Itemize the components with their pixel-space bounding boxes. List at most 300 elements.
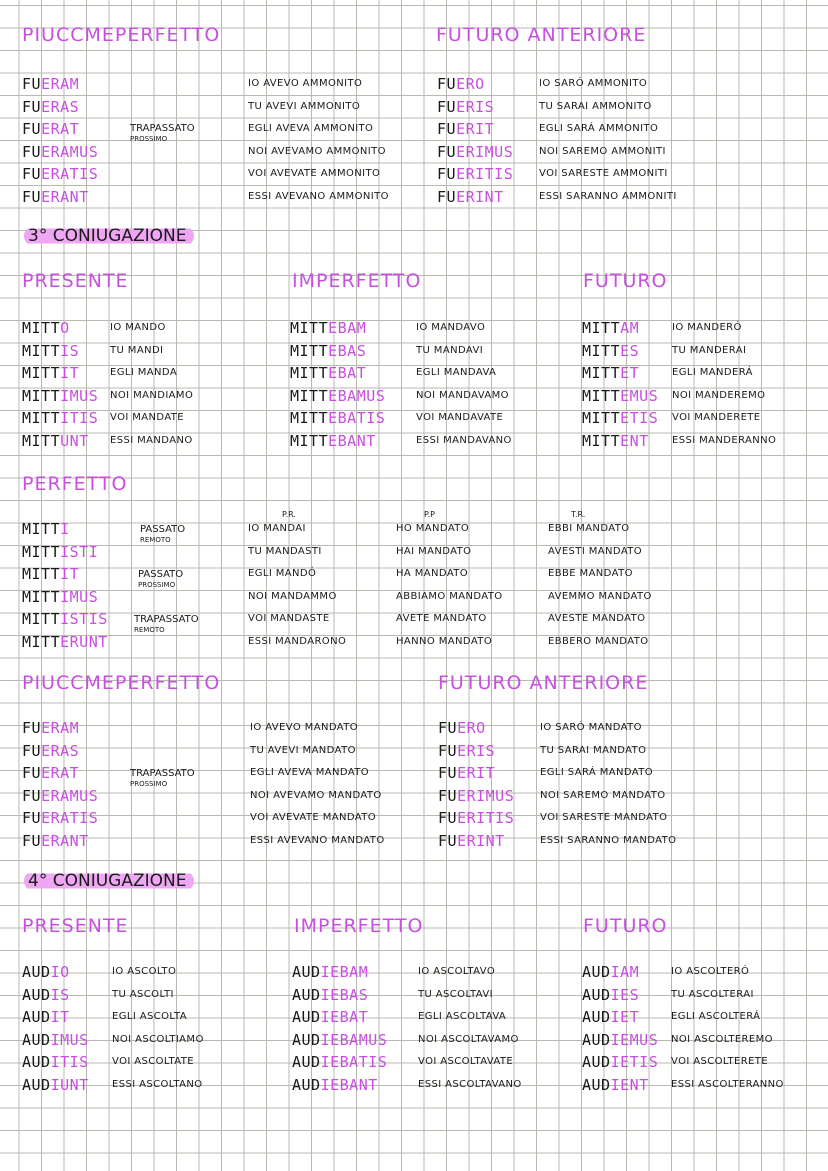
ending: EBAS	[328, 341, 367, 360]
form-row	[438, 807, 514, 830]
title-futuro-anteriore-1: FUTURO ANTERIORE	[436, 24, 647, 46]
translation: VOI SARESTE MANDATO	[540, 812, 668, 823]
form-row	[22, 541, 108, 564]
translation: ESSI MANDARONO	[248, 635, 347, 647]
ending: ERAS	[41, 741, 80, 760]
ending: EBAT	[328, 364, 367, 382]
translation: TU MANDAVI	[416, 344, 484, 356]
b1-fut-forms	[437, 73, 513, 208]
stem: AUD	[292, 985, 321, 1004]
ending: ERINT	[456, 187, 504, 206]
translation: TU AVEVI MANDATO	[250, 744, 356, 756]
translation: EBBE MANDATO	[548, 568, 633, 579]
ending: ERATIS	[41, 809, 99, 827]
ending: IES	[610, 985, 640, 1004]
title-piuccheperfetto-3: PIUCCMEPERFETTO	[22, 672, 221, 694]
c3-perf-pp-translations	[396, 518, 503, 653]
translation: TU ASCOLTERAI	[671, 988, 754, 1000]
form-row	[438, 762, 514, 785]
ending: ERANT	[41, 187, 89, 206]
form-row	[22, 317, 98, 340]
translation: TU MANDI	[110, 344, 164, 356]
form-row	[438, 830, 514, 853]
translation: ESSI AVEVANO AMMONITO	[248, 190, 389, 202]
ending: ERIT	[456, 120, 495, 138]
b1-piu-label: TRAPASSATO PROSSIMO	[130, 123, 195, 143]
heading-4-coniugazione: 4° CONIUGAZIONE	[24, 871, 194, 891]
stem: AUD	[582, 963, 611, 981]
ending: ES	[620, 341, 640, 360]
form-row	[22, 717, 98, 740]
c3-piu-forms	[22, 717, 98, 852]
stem: FU	[22, 831, 42, 850]
translation: EGLI MANDERÁ	[672, 367, 753, 378]
translation: AVEMMO MANDATO	[548, 590, 652, 602]
form-row	[22, 186, 98, 209]
form-row	[22, 73, 98, 96]
stem: FU	[437, 97, 457, 116]
b1-piu-forms	[22, 73, 98, 208]
translation: NOI MANDAVAMO	[416, 389, 509, 401]
stem: MITT	[22, 386, 61, 405]
form-row	[22, 96, 98, 119]
ending: ERO	[456, 75, 485, 93]
translation: NOI ASCOLTIAMO	[112, 1033, 204, 1045]
stem: AUD	[22, 1075, 51, 1094]
ending: IS	[60, 341, 80, 360]
translation: IO AVEVO MANDATO	[250, 722, 358, 733]
title-imperfetto-4: IMPERFETTO	[294, 915, 424, 937]
translation: HA MANDATO	[396, 568, 469, 579]
form-row	[582, 317, 658, 340]
stem: FU	[438, 809, 458, 827]
perf-label-passato-prossimo: PASSATO PROSSIMO	[138, 569, 184, 589]
form-row	[22, 141, 98, 164]
translation: IO SARÓ MANDATO	[540, 722, 642, 733]
form-row	[290, 362, 385, 385]
stem: FU	[437, 120, 457, 138]
form-row	[22, 631, 108, 654]
title-perfetto-3: PERFETTO	[22, 473, 128, 495]
ending: EBAM	[328, 319, 367, 337]
translation: EGLI MANDAVA	[416, 367, 497, 378]
ending: IS	[50, 985, 70, 1004]
translation: VOI MANDATE	[110, 412, 185, 423]
translation: NOI MANDIAMO	[110, 389, 194, 401]
translation: HO MANDATO	[396, 523, 470, 534]
c3-imp-forms	[290, 317, 385, 452]
stem: AUD	[582, 985, 611, 1004]
c3-pres-forms	[22, 317, 98, 452]
stem: MITT	[290, 386, 329, 405]
heading-3-coniugazione: 3° CONIUGAZIONE	[24, 226, 194, 246]
translation: HAI MANDATO	[396, 545, 472, 557]
stem: MITT	[22, 364, 61, 382]
translation: ESSI MANDERANNO	[672, 434, 777, 446]
translation: IO MANDAI	[248, 523, 306, 534]
stem: FU	[22, 187, 42, 206]
stem: FU	[22, 75, 42, 93]
ending: IET	[610, 1008, 640, 1026]
form-row	[22, 830, 98, 853]
ending: ETIS	[620, 409, 659, 427]
form-row	[437, 186, 513, 209]
translation: VOI ASCOLTERETE	[671, 1056, 769, 1067]
stem: MITT	[290, 364, 329, 382]
stem: MITT	[22, 409, 61, 427]
form-row	[22, 362, 98, 385]
form-row	[22, 1074, 89, 1097]
title-presente-4: PRESENTE	[22, 915, 129, 937]
form-row	[582, 1051, 658, 1074]
translation: VOI ASCOLTATE	[112, 1056, 194, 1067]
stem: MITT	[582, 409, 621, 427]
translation: NOI SAREMO AMMONITI	[539, 145, 666, 157]
ending: ERINT	[457, 831, 505, 850]
form-row	[22, 586, 108, 609]
translation: VOI MANDASTE	[248, 613, 330, 624]
translation: AVESTI MANDATO	[548, 545, 643, 557]
stem: MITT	[22, 341, 61, 360]
form-row	[582, 961, 658, 984]
form-row	[290, 385, 385, 408]
form-row	[22, 1051, 89, 1074]
stem: FU	[437, 187, 457, 206]
ending: IMUS	[60, 386, 99, 405]
translation: EGLI ASCOLTA	[112, 1011, 187, 1022]
title-futuro-4: FUTURO	[583, 915, 668, 937]
stem: MITT	[582, 319, 621, 337]
translation: EGLI SARÁ AMMONITO	[539, 123, 659, 134]
c3-futant-translations	[540, 717, 676, 852]
ending: I	[60, 520, 70, 538]
translation: EBBERO MANDATO	[548, 635, 649, 647]
translation: ESSI AVEVANO MANDATO	[250, 834, 385, 846]
c3-futant-forms	[438, 717, 514, 852]
stem: FU	[22, 120, 42, 138]
translation: IO MANDERÓ	[672, 322, 742, 333]
translation: IO AVEVO AMMONITO	[248, 78, 363, 89]
stem: AUD	[292, 1030, 321, 1049]
form-row	[438, 785, 514, 808]
form-row	[582, 430, 658, 453]
translation: ESSI SARANNO AMMONITI	[539, 190, 677, 202]
translation: TU AVEVI AMMONITO	[248, 100, 361, 112]
c3-imp-translations	[416, 317, 512, 452]
form-row	[438, 717, 514, 740]
form-row	[22, 407, 98, 430]
form-row	[22, 340, 98, 363]
form-row	[292, 1029, 387, 1052]
c3-fut-forms	[582, 317, 658, 452]
ending: IT	[60, 364, 80, 382]
ending: ERAS	[41, 97, 80, 116]
ending: IMUS	[50, 1030, 89, 1049]
tag-passato-remoto: P.R.	[282, 510, 296, 519]
form-row	[437, 118, 513, 141]
stem: MITT	[290, 431, 329, 450]
stem: AUD	[582, 1075, 611, 1094]
stem: MITT	[22, 431, 61, 450]
form-row	[292, 984, 387, 1007]
translation: VOI AVEVATE MANDATO	[250, 812, 377, 823]
ending: ERIS	[456, 97, 495, 116]
stem: FU	[437, 75, 457, 93]
ending: ERO	[457, 719, 486, 737]
form-row	[22, 961, 89, 984]
form-row	[22, 518, 108, 541]
stem: MITT	[290, 341, 329, 360]
form-row	[582, 1029, 658, 1052]
c4-fut-translations	[671, 961, 784, 1096]
tag-passato-prossimo: P.P	[424, 510, 435, 519]
translation: TU MANDASTI	[248, 545, 322, 557]
form-row	[290, 430, 385, 453]
stem: FU	[22, 786, 42, 805]
ending: ENT	[620, 431, 649, 450]
form-row	[22, 740, 98, 763]
translation: VOI AVEVATE AMMONITO	[248, 168, 381, 179]
translation: NOI AVEVAMO AMMONITO	[248, 145, 386, 157]
translation: IO SARÓ AMMONITO	[539, 78, 648, 89]
stem: MITT	[22, 565, 61, 583]
stem: AUD	[22, 1053, 51, 1071]
stem: MITT	[22, 542, 61, 561]
ending: ERUNT	[60, 632, 108, 651]
stem: AUD	[22, 985, 51, 1004]
form-row	[22, 762, 98, 785]
ending: ERANT	[41, 831, 89, 850]
ending: IUNT	[50, 1075, 89, 1094]
stem: FU	[22, 719, 42, 737]
form-row	[22, 807, 98, 830]
translation: EBBI MANDATO	[548, 523, 630, 534]
form-row	[22, 563, 108, 586]
stem: MITT	[22, 319, 61, 337]
translation: ESSI SARANNO MANDATO	[540, 834, 677, 846]
ending: ERATIS	[41, 165, 99, 183]
form-row	[438, 740, 514, 763]
stem: FU	[22, 165, 42, 183]
ending: IEBAS	[320, 985, 369, 1004]
form-row	[292, 1051, 387, 1074]
ending: IEBANT	[320, 1075, 378, 1094]
form-row	[22, 984, 89, 1007]
form-row	[437, 73, 513, 96]
translation: ESSI ASCOLTANO	[112, 1078, 203, 1090]
form-row	[290, 317, 385, 340]
ending: IMUS	[60, 587, 99, 606]
form-row	[582, 984, 658, 1007]
title-piuccheperfetto-1: PIUCCMEPERFETTO	[22, 24, 221, 46]
stem: MITT	[22, 587, 61, 606]
title-presente-3: PRESENTE	[22, 270, 129, 292]
ending: ERIT	[457, 764, 496, 782]
ending: IO	[50, 963, 70, 981]
c3-piu-label: TRAPASSATO PROSSIMO	[130, 768, 195, 788]
stem: MITT	[582, 431, 621, 450]
ending: ERAM	[41, 719, 80, 737]
c4-imp-translations	[418, 961, 522, 1096]
form-row	[22, 1006, 89, 1029]
translation: HANNO MANDATO	[396, 635, 493, 647]
form-row	[22, 163, 98, 186]
translation: EGLI AVEVA MANDATO	[250, 767, 370, 778]
stem: FU	[437, 165, 457, 183]
stem: AUD	[22, 1030, 51, 1049]
stem: MITT	[22, 610, 61, 628]
form-row	[290, 340, 385, 363]
stem: FU	[438, 719, 458, 737]
perf-label-trapassato-remoto: TRAPASSATO REMOTO	[134, 614, 199, 634]
ending: O	[60, 319, 70, 337]
stem: FU	[438, 764, 458, 782]
translation: NOI SAREMO MANDATO	[540, 789, 666, 801]
translation: EGLI ASCOLTAVA	[418, 1011, 507, 1022]
ending: ERAT	[41, 120, 80, 138]
translation: EGLI MANDÓ	[248, 568, 317, 579]
title-futuro-anteriore-3: FUTURO ANTERIORE	[438, 672, 649, 694]
ending: ERIMUS	[456, 142, 514, 161]
ending: EBANT	[328, 431, 376, 450]
stem: AUD	[292, 963, 321, 981]
ending: ERIMUS	[457, 786, 515, 805]
stem: MITT	[290, 409, 329, 427]
ending: IEMUS	[610, 1030, 659, 1049]
stem: AUD	[22, 963, 51, 981]
b1-fut-translations	[539, 73, 677, 208]
stem: FU	[22, 764, 42, 782]
stem: MITT	[22, 520, 61, 538]
translation: ESSI ASCOLTERANNO	[671, 1078, 784, 1090]
ending: EMUS	[620, 386, 659, 405]
translation: IO MANDO	[110, 322, 166, 333]
translation: TU MANDERAI	[672, 344, 747, 356]
form-row	[22, 118, 98, 141]
ending: EBAMUS	[328, 386, 386, 405]
c4-fut-forms	[582, 961, 658, 1096]
ending: ITIS	[50, 1053, 89, 1071]
ending: ERAMUS	[41, 786, 99, 805]
form-row	[290, 407, 385, 430]
c3-perf-forms	[22, 518, 108, 653]
form-row	[437, 163, 513, 186]
form-row	[582, 1074, 658, 1097]
translation: TU ASCOLTAVI	[418, 988, 493, 1000]
ending: ISTIS	[60, 610, 108, 628]
stem: AUD	[292, 1053, 321, 1071]
translation: NOI MANDEREMO	[672, 389, 766, 401]
ending: IENT	[610, 1075, 649, 1094]
translation: ESSI MANDANO	[110, 434, 193, 446]
translation: IO ASCOLTO	[112, 966, 177, 977]
stem: AUD	[582, 1053, 611, 1071]
ending: ERAMUS	[41, 142, 99, 161]
ending: ERITIS	[457, 809, 515, 827]
translation: ESSI ASCOLTAVANO	[418, 1078, 522, 1090]
form-row	[582, 385, 658, 408]
ending: ERAM	[41, 75, 80, 93]
c3-pres-translations	[110, 317, 193, 452]
ending: IEBATIS	[320, 1053, 388, 1071]
translation: IO MANDAVO	[416, 322, 486, 333]
stem: FU	[22, 142, 42, 161]
c4-pres-translations	[112, 961, 204, 1096]
form-row	[437, 141, 513, 164]
form-row	[22, 430, 98, 453]
ending: UNT	[60, 431, 89, 450]
translation: EGLI MANDA	[110, 367, 178, 378]
ending: IEBAMUS	[320, 1030, 388, 1049]
ending: ET	[620, 364, 640, 382]
c3-perf-pr-translations	[248, 518, 346, 653]
ending: IEBAM	[320, 963, 369, 981]
ending: IT	[50, 1008, 70, 1026]
stem: AUD	[582, 1008, 611, 1026]
c4-imp-forms	[292, 961, 387, 1096]
translation: VOI ASCOLTAVATE	[418, 1056, 514, 1067]
tag-trapassato-remoto: T.R.	[571, 510, 586, 519]
translation: TU SARAI MANDATO	[540, 744, 647, 756]
form-row	[22, 785, 98, 808]
stem: AUD	[22, 1008, 51, 1026]
translation: IO ASCOLTERÓ	[671, 966, 750, 977]
ending: EBATIS	[328, 409, 386, 427]
translation: EGLI ASCOLTERÁ	[671, 1011, 761, 1022]
form-row	[22, 1029, 89, 1052]
translation: ABBIAMO MANDATO	[396, 590, 503, 602]
translation: VOI SARESTE AMMONITI	[539, 168, 668, 179]
b1-piu-translations	[248, 73, 389, 208]
form-row	[292, 961, 387, 984]
stem: MITT	[582, 364, 621, 382]
translation: NOI AVEVAMO MANDATO	[250, 789, 382, 801]
stem: FU	[438, 786, 458, 805]
stem: FU	[437, 142, 457, 161]
form-row	[22, 385, 98, 408]
c4-pres-forms	[22, 961, 89, 1096]
form-row	[437, 96, 513, 119]
ending: ERITIS	[456, 165, 514, 183]
translation: AVESTE MANDATO	[548, 613, 646, 624]
stem: FU	[438, 741, 458, 760]
c3-piu-translations	[250, 717, 385, 852]
title-imperfetto-3: IMPERFETTO	[292, 270, 422, 292]
ending: ERIS	[457, 741, 496, 760]
translation: VOI MANDAVATE	[416, 412, 504, 423]
stem: MITT	[582, 341, 621, 360]
ending: IT	[60, 565, 80, 583]
stem: FU	[22, 741, 42, 760]
ending: ISTI	[60, 542, 99, 561]
c3-fut-translations	[672, 317, 776, 452]
ending: IAM	[610, 963, 640, 981]
perf-label-passato-remoto: PASSATO REMOTO	[140, 524, 186, 544]
form-row	[292, 1006, 387, 1029]
translation: NOI ASCOLTAVAMO	[418, 1033, 519, 1045]
stem: FU	[22, 97, 42, 116]
ending: ERAT	[41, 764, 80, 782]
translation: NOI ASCOLTEREMO	[671, 1033, 773, 1045]
c3-perf-tr-translations	[548, 518, 652, 653]
stem: MITT	[290, 319, 329, 337]
translation: TU ASCOLTI	[112, 988, 174, 1000]
stem: AUD	[582, 1030, 611, 1049]
stem: AUD	[292, 1008, 321, 1026]
ending: AM	[620, 319, 640, 337]
stem: MITT	[582, 386, 621, 405]
ending: IETIS	[610, 1053, 659, 1071]
